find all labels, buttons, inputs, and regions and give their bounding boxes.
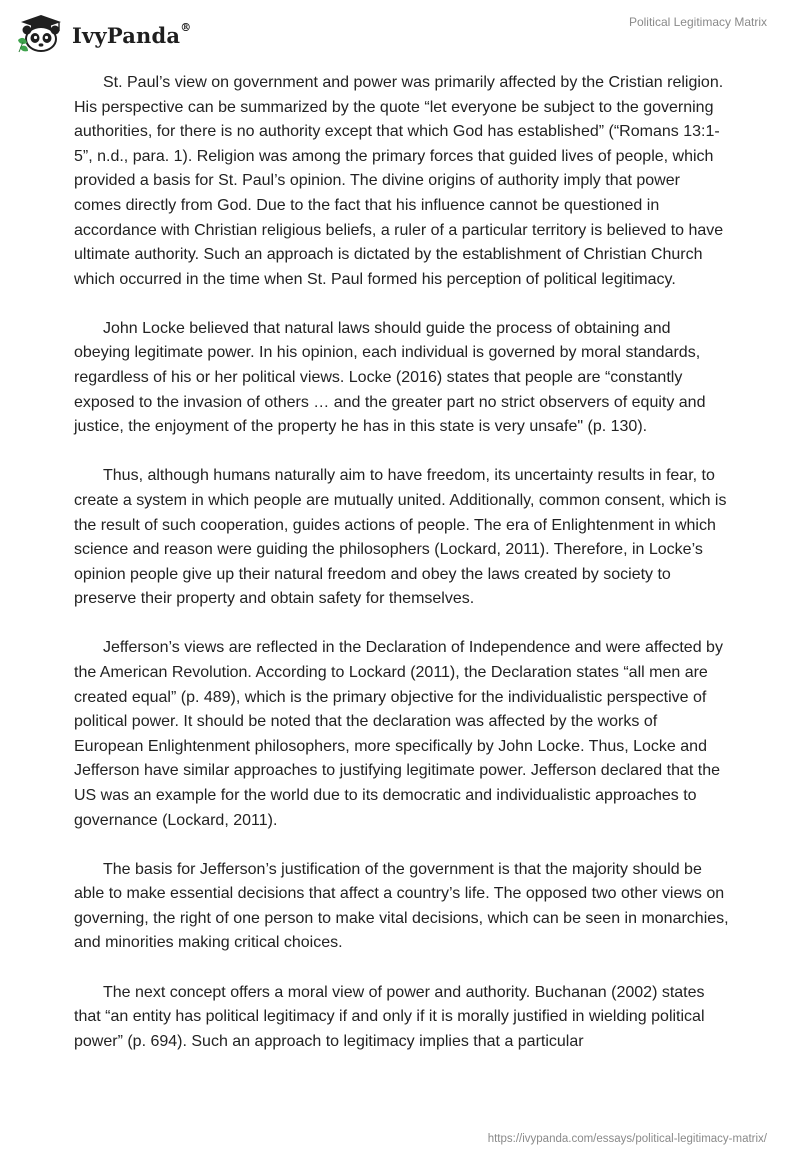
registered-mark: ® [180, 20, 192, 34]
paragraph: Jefferson’s views are reflected in the Declaration of Independence and were affected by the American Revolution. According to Lockard (2011), the Declaration states “all men are created equal” (p. 489), which is the primary objective for the individualistic perspective of political power. It should be noted that the declaration was affected by the works of European Enlightenment philosophers, more specifically by John Locke. Thus, Locke and Jefferson have similar approaches to justifying legitimate power. Jefferson declared that the US was an example for the world due to its democratic and individualistic approaches to governance (Lockard, 2011). [74, 639, 723, 829]
paragraph: John Locke believed that natural laws should guide the process of obtaining and obeying legitimate power. In his opinion, each individual is governed by moral standards, regardless of his or her political views. Locke (2016) states that people are “constantly exposed to the invasion of others … and the greater part no strict observers of equity and justice, the enjoyment of the property he has in this state is very unsafe" (p. 130). [74, 319, 706, 436]
paragraph: Thus, although humans naturally aim to have freedom, its uncertainty results in fear, to create a system in which people are mutually united. Additionally, common consent, which is the result of such cooperation, guides actions of people. The era of Enlightenment in which science and reason were guiding the philosophers (Lockard, 2011). Therefore, in Locke’s opinion people give up their natural freedom and obey the laws created by society to preserve their property and obtain safety for themselves. [74, 467, 727, 608]
panda-graduate-icon [16, 14, 66, 54]
paragraph: St. Paul’s view on government and power was primarily affected by the Cristian religion. His perspective can be summarized by the quote “let everyone be subject to the governing authorities, for there is no authority except that which God has established” (“Romans 13:1-5”, n.d., para. 1). Religion was among the primary forces that guided lives of people, which provided a basis for St. Paul’s opinion. The divine origins of authority imply that power comes directly from God. Due to the fact that his influence cannot be questioned in accordance with Christian religious beliefs, a ruler of a particular territory is believed to have ultimate authority. Such an approach is dictated by the establishment of Christian Church which occurred in the time when St. Paul formed his perception of political legitimacy. [74, 74, 724, 288]
paragraph: The basis for Jefferson’s justification of the government is that the majority should be able to make essential decisions that affect a country’s life. The opposed two other views on governing, the right of one person to make vital decisions, which can be seen in monarchies, and minorities making critical choices. [74, 860, 729, 952]
essay-body [74, 71, 730, 1079]
page-header [0, 0, 800, 60]
document-title: Political Legitimacy Matrix [628, 15, 767, 29]
source-url[interactable]: https://ivypanda.com/essays/political-legitimacy-matrix/ [487, 1133, 767, 1145]
paragraph: The next concept offers a moral view of power and authority. Buchanan (2002) states that “an entity has political legitimacy if and only if it is morally justified in wielding political power” (p. 694). Such an approach to legitimacy implies that a particular [74, 983, 705, 1050]
brand-name: IvyPanda® [72, 20, 192, 48]
ivypanda-logo[interactable] [16, 14, 191, 54]
